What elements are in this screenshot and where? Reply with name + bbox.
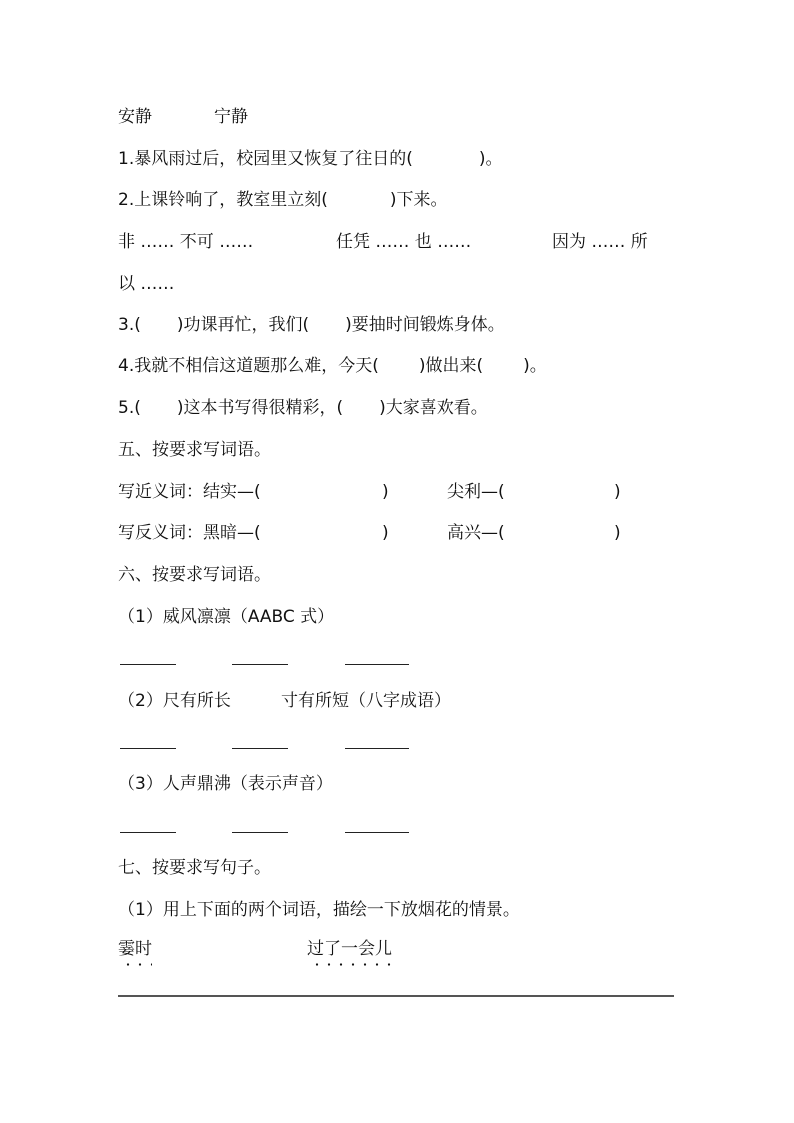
answer-blank-1b[interactable] — [232, 664, 288, 665]
writing-line[interactable] — [118, 995, 674, 997]
question-5-text-a: 5.( — [118, 398, 141, 418]
section-6-item-2a: （2）尺有所长 — [118, 691, 231, 711]
conjunction-3-cont: 以 …… — [118, 274, 175, 294]
conjunction-3: 因为 …… 所 — [552, 232, 648, 252]
question-2-end: )下来。 — [389, 190, 448, 210]
keyword-guoleyihuier-text: 过了一会儿 — [307, 939, 392, 959]
synonym-second: 尖利—( — [447, 482, 505, 502]
answer-blank-2b[interactable] — [232, 748, 288, 749]
section-7-heading: 七、按要求写句子。 — [118, 858, 271, 878]
section-6-item-2b: 寸有所短（八字成语） — [281, 691, 451, 711]
question-2-text: 2.上课铃响了，教室里立刻( — [118, 190, 328, 210]
question-2 — [118, 189, 448, 211]
conjunction-2: 任凭 …… 也 …… — [336, 232, 472, 252]
question-3 — [118, 314, 505, 336]
question-3-text-c: )要抽时间锻炼身体。 — [345, 315, 505, 335]
question-1-text: 1.暴风雨过后，校园里又恢复了往日的( — [118, 149, 413, 169]
synonym-label: 写近义词：结实—( — [118, 482, 261, 502]
word-option-ningjing: 宁静 — [214, 107, 248, 127]
keyword-shashi — [118, 938, 152, 960]
question-3-text-b: )功课再忙，我们( — [176, 315, 310, 335]
question-4-text-a: 4.我就不相信这道题那么难，今天( — [118, 356, 379, 376]
section-6-heading: 六、按要求写词语。 — [118, 565, 271, 585]
answer-blank-3a[interactable] — [120, 832, 176, 833]
question-5-text-c: )大家喜欢看。 — [379, 398, 488, 418]
question-5 — [118, 397, 488, 419]
question-5-text-b: )这本书写得很精彩，( — [176, 398, 344, 418]
answer-blank-1a[interactable] — [120, 664, 176, 665]
question-3-text-a: 3.( — [118, 315, 141, 335]
section-6-item-1: （1）威风凛凛（AABC 式） — [118, 607, 335, 627]
word-option-anjing: 安静 — [118, 107, 152, 127]
synonym-second-close: ) — [614, 482, 621, 502]
section-5-heading: 五、按要求写词语。 — [118, 440, 271, 460]
question-4 — [118, 355, 547, 377]
question-1-end: )。 — [478, 149, 503, 169]
question-1 — [118, 148, 503, 170]
synonym-close: ) — [382, 482, 389, 502]
antonym-second-close: ) — [614, 523, 621, 543]
question-4-text-b: )做出来( — [418, 356, 484, 376]
conjunction-1: 非 …… 不可 …… — [118, 232, 254, 252]
answer-blank-2c[interactable] — [345, 748, 409, 749]
keyword-guoleyihuier — [307, 938, 392, 960]
antonym-label: 写反义词：黑暗—( — [118, 523, 261, 543]
keyword-shashi-text: 霎时 — [118, 939, 152, 959]
answer-blank-2a[interactable] — [120, 748, 176, 749]
section-6-item-3: （3）人声鼎沸（表示声音） — [118, 774, 333, 794]
antonym-second: 高兴—( — [447, 523, 505, 543]
answer-blank-3c[interactable] — [345, 832, 409, 833]
antonym-close: ) — [382, 523, 389, 543]
section-7-item-1: （1）用上下面的两个词语，描绘一下放烟花的情景。 — [118, 900, 520, 920]
answer-blank-3b[interactable] — [232, 832, 288, 833]
question-4-text-c: )。 — [523, 356, 547, 376]
answer-blank-1c[interactable] — [345, 664, 409, 665]
